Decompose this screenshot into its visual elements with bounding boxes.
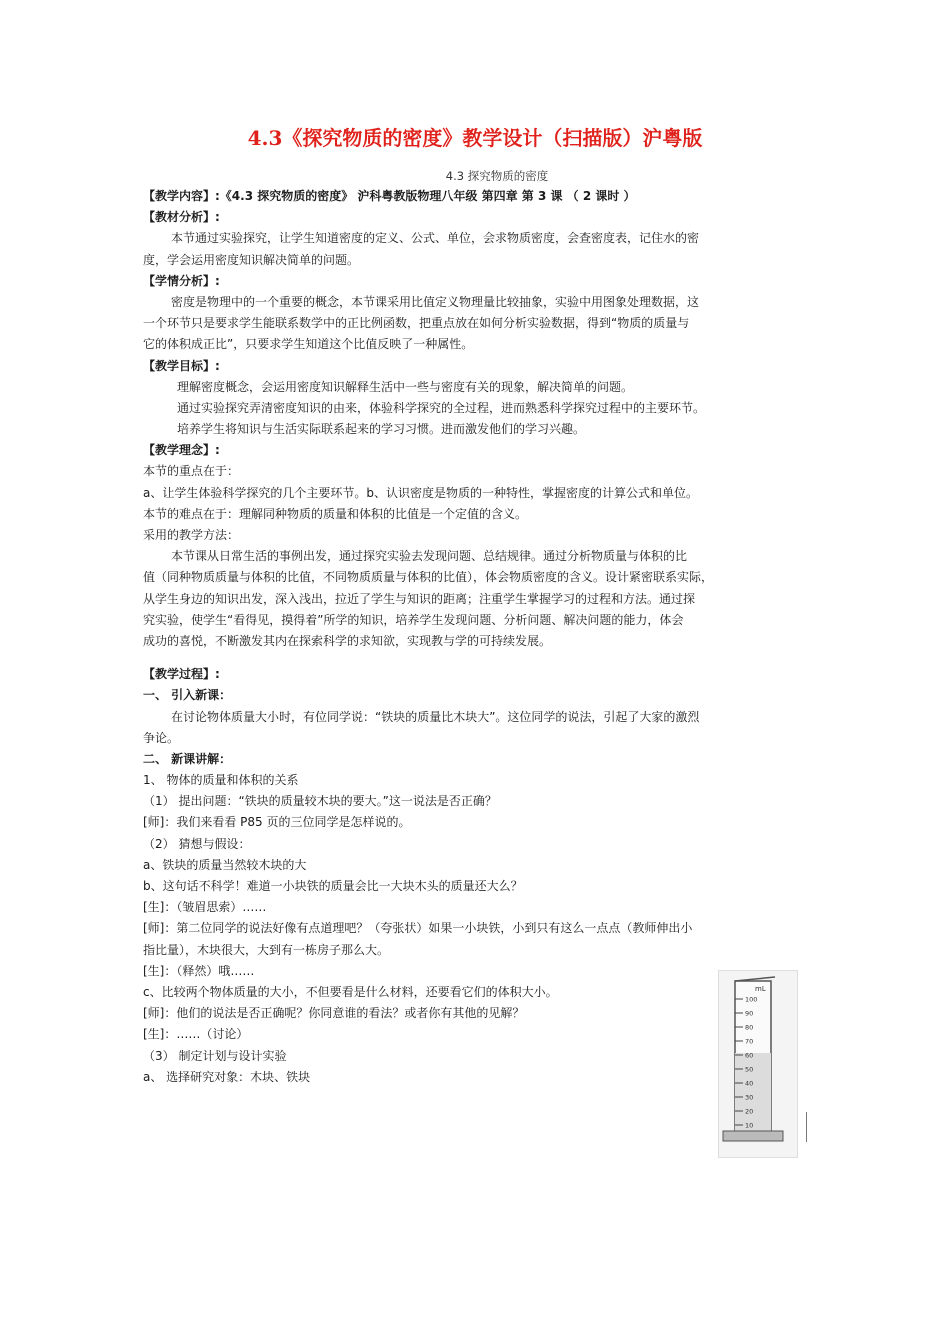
document-title: 4.3《探究物质的密度》教学设计（扫描版）沪粤版: [247, 126, 703, 150]
heading-textbook-analysis: 【教材分析】:: [143, 210, 220, 225]
line-text: 它的体积成正比”，只要求学生知道这个比值反映了一种属性。: [143, 337, 474, 352]
line-text: （2） 猜想与假设：: [143, 836, 251, 851]
tick-label: 40: [745, 1079, 754, 1088]
tick-label: 90: [745, 1009, 754, 1018]
heading-process: 【教学过程】:: [143, 667, 220, 682]
line-text: [生]：（皱眉思索）……: [143, 900, 267, 915]
cylinder-base: [723, 1131, 783, 1141]
line-text: 一个环节只是要求学生能联系数学中的正比例函数，把重点放在如何分析实验数据，得到“物质的质量与: [143, 316, 690, 331]
line-text: a、铁块的质量当然较木块的大: [143, 857, 307, 872]
heading-student-analysis: 【学情分析】:: [143, 273, 220, 288]
graduated-cylinder-figure: [718, 970, 798, 1158]
line-text: （3） 制定计划与设计实验: [143, 1048, 287, 1063]
line-text: 本节的难点在于：理解同种物质的质量和体积的比值是一个定值的含义。: [143, 506, 528, 521]
line-text: 成功的喜悦，不断激发其内在探索科学的求知欲，实现教与学的可持续发展。: [143, 633, 552, 648]
heading-philosophy: 【教学理念】:: [143, 443, 220, 458]
tick-label: 50: [745, 1065, 754, 1074]
line-text: [师]：他们的说法是否正确呢？你同意谁的看法？或者你有其他的见解？: [143, 1006, 525, 1021]
line-text: 值（同种物质质量与体积的比值，不同物质质量与体积的比值），体会物质密度的含义。设计紧密联系实际，: [143, 570, 714, 585]
tick-label: 100: [745, 995, 758, 1004]
line-text: [生]：（释然）哦……: [143, 963, 255, 978]
tick-label: 60: [745, 1051, 754, 1060]
line-text: 密度是物理中的一个重要的概念，本节课采用比值定义物理量比较抽象，实验中用图象处理数据，这: [171, 294, 700, 309]
line-text: c、比较两个物体质量的大小，不但要看是什么材料，还要看它们的体积大小。: [143, 984, 558, 999]
scanned-page: [143, 166, 811, 1088]
line-text: 本节课从日常生活的事例出发，通过探究实验去发现问题、总结规律。通过分析物质量与体积的比: [171, 549, 688, 564]
line-text: （1） 提出问题：“铁块的质量较木块的要大。”这一说法是否正确？: [143, 794, 497, 809]
tick-label: 20: [745, 1107, 754, 1116]
line-text: 在讨论物体质量大小时，有位同学说：“铁块的质量比木块大”。这位同学的说法，引起了大家的激烈: [171, 709, 700, 724]
objective-item: 通过实验探究弄清密度知识的由来，体验科学探究的全过程，进而熟悉科学探究过程中的主要环节。: [177, 400, 706, 415]
section-intro: 一、 引入新课：: [143, 688, 232, 703]
line-text: 度，学会运用密度知识解决简单的问题。: [143, 252, 360, 267]
objective-item: 培养学生将知识与生活实际联系起来的学习习惯。进而激发他们的学习兴趣。: [177, 422, 586, 437]
line-text: 采用的教学方法：: [143, 528, 240, 542]
tick-label: 10: [745, 1121, 754, 1130]
objective-item: 理解密度概念，会运用密度知识解释生活中一些与密度有关的现象，解决简单的问题。: [177, 379, 634, 394]
line-text: [师]：我们来看看 P85 页的三位同学是怎样说的。: [143, 815, 411, 830]
unit-label: mL: [755, 985, 766, 993]
line-text: a、 选择研究对象：木块、铁块: [143, 1069, 311, 1084]
line-text: 本节的重点在于：: [143, 464, 240, 479]
line-text: [师]：第二位同学的说法好像有点道理吧？（夸张状）如果一小块铁，小到只有这么一点点（教师伸出小: [143, 921, 693, 936]
line-text: 究实验，使学生“看得见，摸得着”所学的知识，培养学生发现问题、分析问题、解决问题的能力，体会: [143, 612, 684, 627]
section-new-lesson: 二、 新课讲解：: [143, 751, 232, 766]
line-text: 争论。: [143, 730, 180, 745]
blank-line: [143, 652, 811, 664]
line-text: 从学生身边的知识出发，深入浅出，拉近了学生与知识的距离；注重学生掌握学习的过程和方法。通过探: [143, 591, 696, 606]
scan-edge-mark: [806, 1112, 807, 1142]
heading-objectives: 【教学目标】:: [143, 358, 220, 373]
tick-label: 80: [745, 1023, 754, 1032]
line-text: a、让学生体验科学探究的几个主要环节。b、认识密度是物质的一种特性，掌握密度的计算公式和单位。: [143, 485, 698, 500]
graduated-cylinder-icon: [719, 971, 797, 1157]
line-content: 【教学内容】:《4.3 探究物质的密度》 沪科粤教版物理八年级 第四章 第 3 课 （ 2 课时 ）: [143, 189, 636, 203]
tick-label: 70: [745, 1037, 754, 1046]
line-text: [生]：……（讨论）: [143, 1027, 249, 1042]
line-text: 指比量），木块很大，大到有一栋房子那么大。: [143, 942, 390, 957]
line-text: b、这句话不科学！难道一小块铁的质量会比一大块木头的质量还大么？: [143, 879, 523, 893]
scan-subtitle: 4.3 探究物质的密度: [445, 169, 549, 183]
line-text: 本节通过实验探究，让学生知道密度的定义、公式、单位，会求物质密度，会查密度表，记住水的密: [171, 231, 700, 246]
line-text: 1、 物体的质量和体积的关系: [143, 773, 299, 788]
tick-label: 30: [745, 1093, 754, 1102]
